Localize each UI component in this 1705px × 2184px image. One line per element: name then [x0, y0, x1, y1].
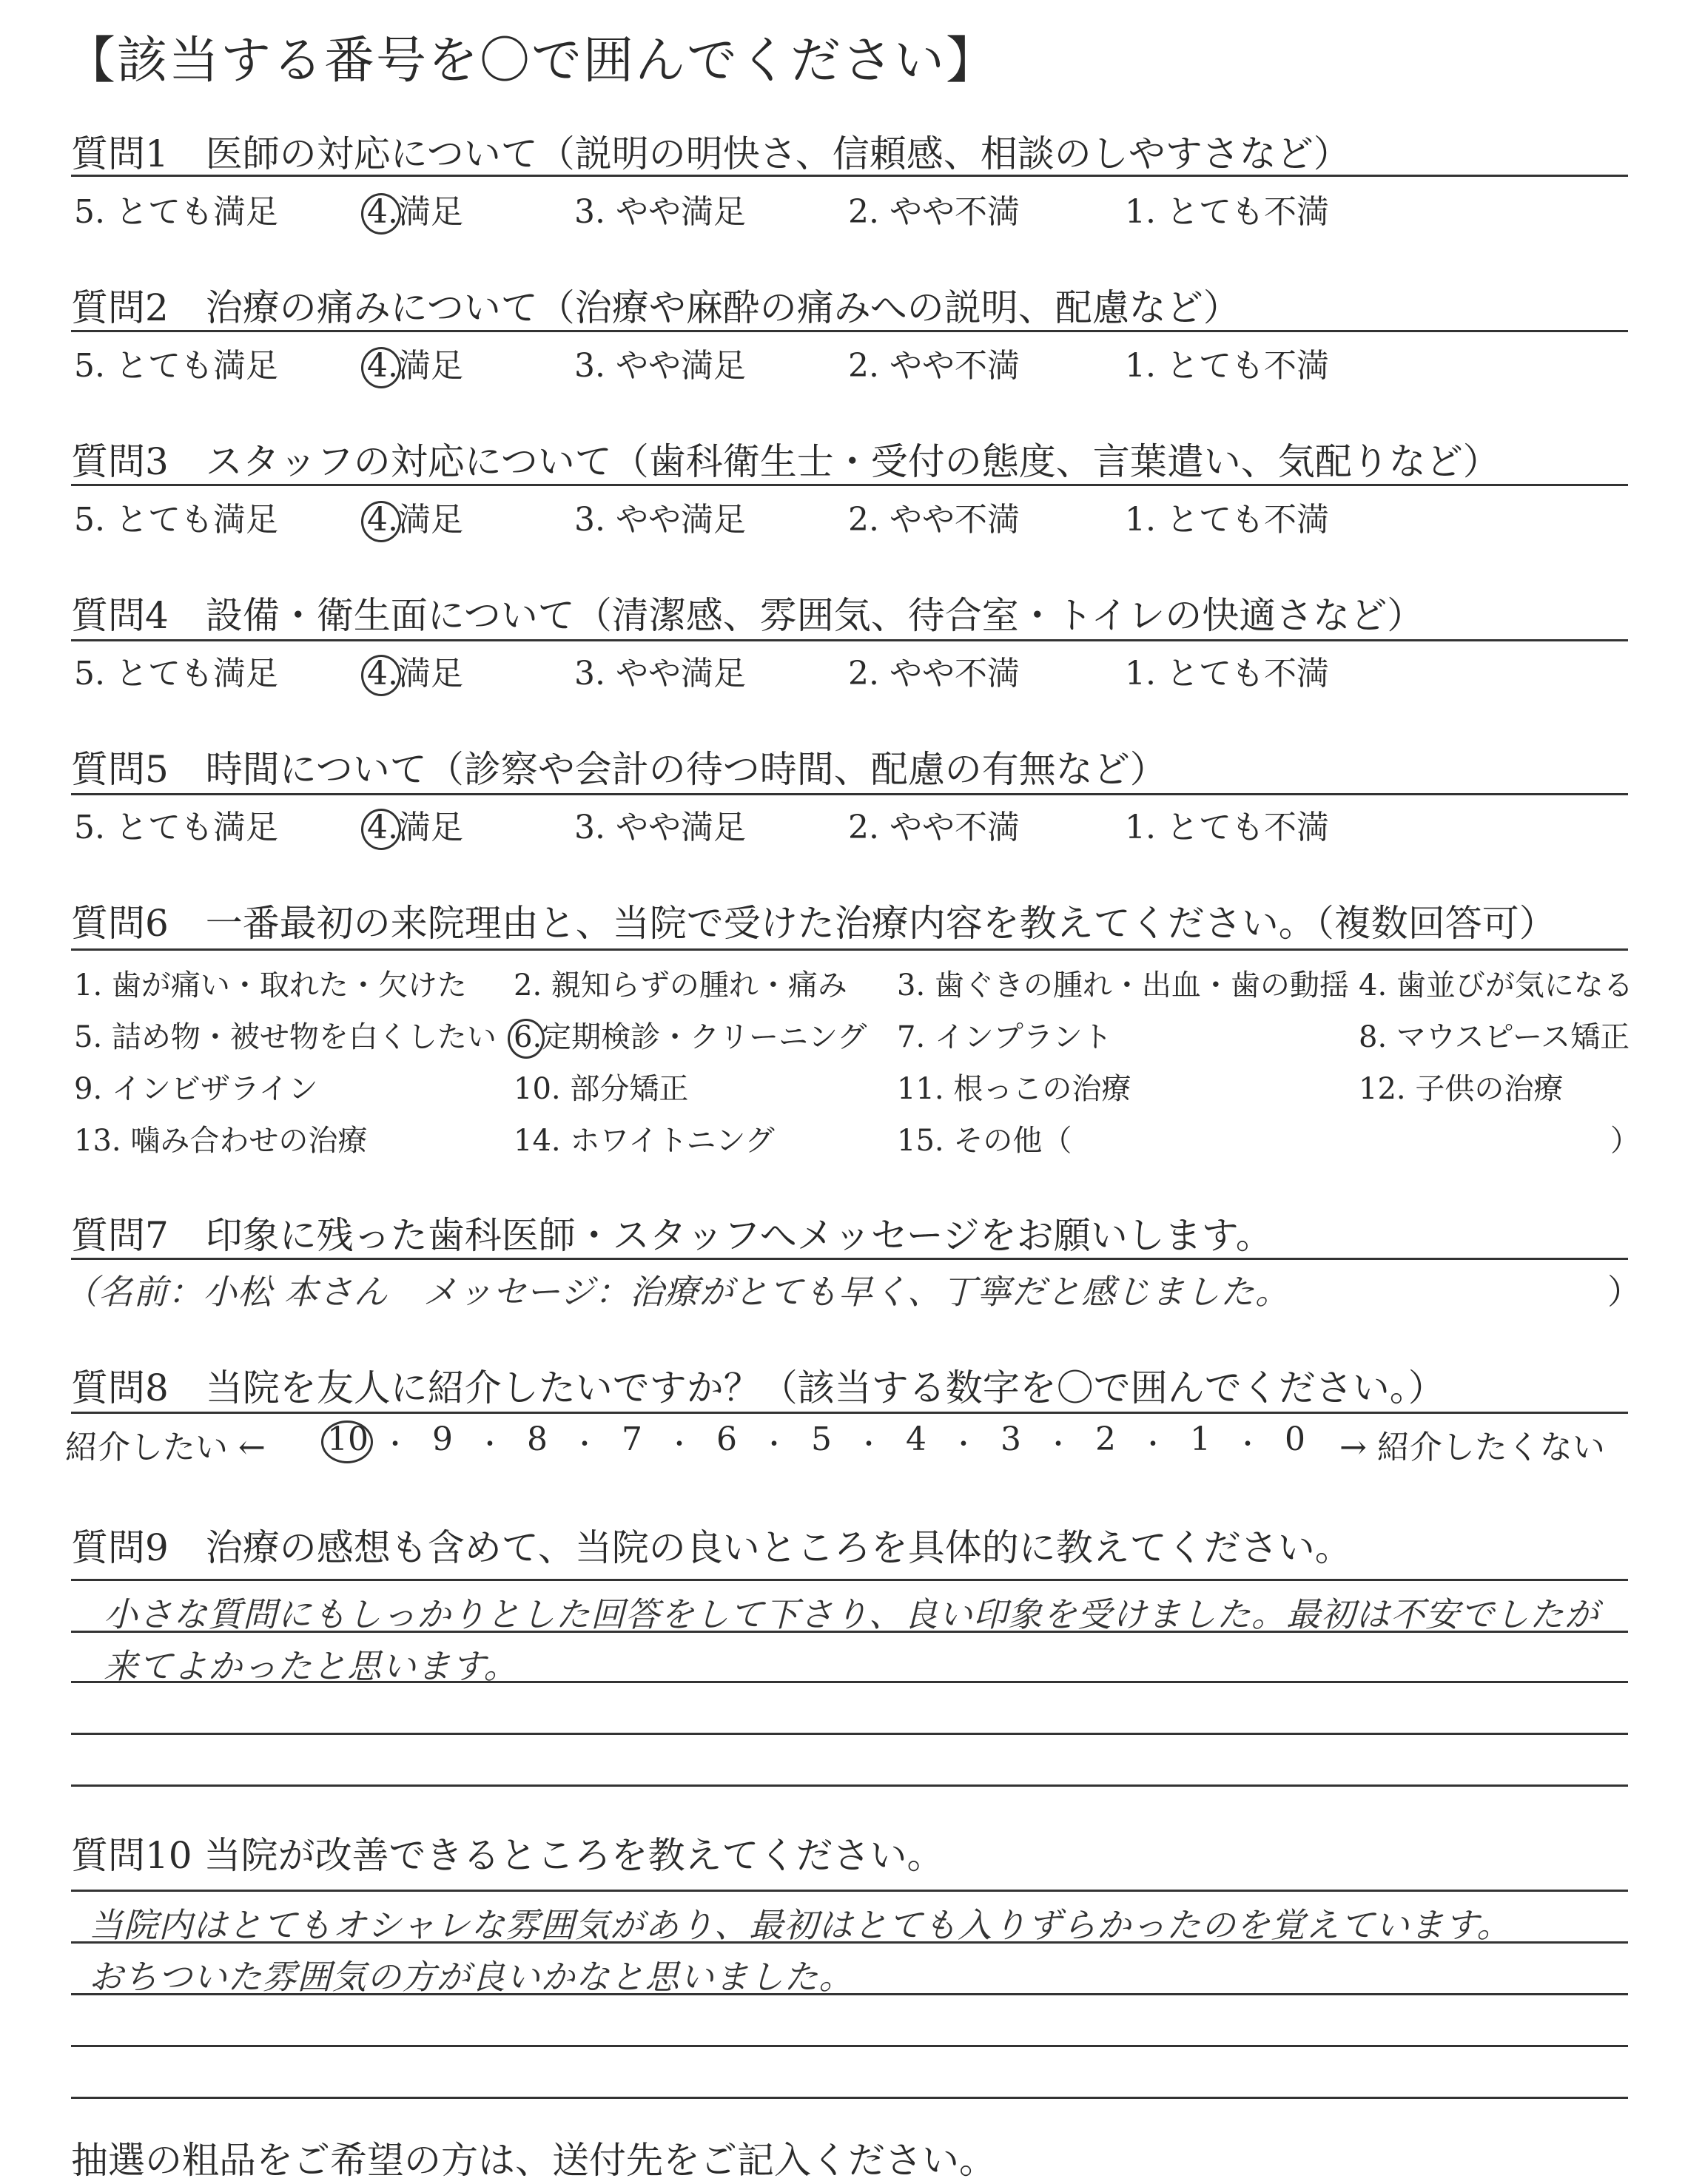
- q8-scale-2[interactable]: 2: [1095, 1420, 1116, 1458]
- q6-item-1[interactable]: 1. 歯が痛い・取れた・欠けた: [74, 968, 467, 1002]
- question-3-rule: [71, 484, 1628, 486]
- q3-option-4[interactable]: 4.満足: [367, 493, 463, 540]
- q8-scale-1[interactable]: 1: [1190, 1420, 1211, 1458]
- q1-option-2[interactable]: 2. やや不満: [848, 193, 1020, 231]
- question-6-rule: [71, 948, 1628, 951]
- selection-circle: [361, 193, 401, 235]
- question-10-title: 質問10 当院が改善できるところを教えてください。: [71, 1834, 944, 1877]
- q6-item-8[interactable]: 8. マウスピース矯正: [1359, 1020, 1630, 1054]
- q9-line-1: [71, 1579, 1628, 1581]
- q6-item-15[interactable]: 15. その他（: [897, 1124, 1072, 1158]
- question-2-rule: [71, 330, 1628, 332]
- q1-option-5[interactable]: 5. とても満足: [74, 193, 278, 231]
- q8-scale-separator: ・: [949, 1429, 977, 1460]
- q8-scale-8[interactable]: 8: [527, 1420, 548, 1458]
- q4-option-2[interactable]: 2. やや不満: [848, 655, 1020, 692]
- q6-other-close-paren: ）: [1610, 1124, 1640, 1158]
- q1-option-1[interactable]: 1. とても不満: [1125, 193, 1329, 231]
- q6-item-12[interactable]: 12. 子供の治療: [1359, 1072, 1564, 1106]
- question-7-rule: [71, 1258, 1628, 1260]
- q6-item-6[interactable]: 6.定期検診・クリーニング: [514, 1014, 867, 1056]
- q9-answer-line-1[interactable]: 小さな質問にもしっかりとした回答をして下さり、良い印象を受けました。最初は不安でしたが: [104, 1594, 1599, 1634]
- q5-option-4[interactable]: 4.満足: [367, 801, 463, 848]
- q9-line-4: [71, 1733, 1628, 1735]
- selection-circle: [361, 501, 401, 542]
- q2-option-1[interactable]: 1. とても不満: [1125, 347, 1329, 385]
- q3-option-2[interactable]: 2. やや不満: [848, 501, 1020, 539]
- page-title: 【該当する番号を〇で囲んでください】: [65, 32, 998, 90]
- q4-option-3[interactable]: 3. やや満足: [574, 655, 746, 692]
- question-1-rule: [71, 175, 1628, 177]
- q3-option-3[interactable]: 3. やや満足: [574, 501, 746, 539]
- q8-scale-separator: ・: [665, 1429, 693, 1460]
- q5-option-2[interactable]: 2. やや不満: [848, 809, 1020, 846]
- selection-circle: [361, 655, 401, 696]
- footer-note: 抽選の粗品をご希望の方は、送付先をご記入ください。: [71, 2139, 996, 2182]
- q8-scale-0[interactable]: 0: [1285, 1420, 1305, 1458]
- question-4-title: 質問4 設備・衛生面について（清潔感、雰囲気、待合室・トイレの快適さなど）: [71, 594, 1425, 637]
- q8-right-label: → 紹介したくない: [1339, 1429, 1605, 1466]
- q6-item-4[interactable]: 4. 歯並びが気になる: [1359, 968, 1633, 1002]
- q6-item-7[interactable]: 7. インプラント: [897, 1020, 1112, 1054]
- q10-line-5: [71, 2097, 1628, 2099]
- q8-scale-4[interactable]: 4: [906, 1420, 927, 1458]
- q8-scale-separator: ・: [476, 1429, 503, 1460]
- q8-scale-separator: ・: [571, 1429, 598, 1460]
- q4-option-5[interactable]: 5. とても満足: [74, 655, 278, 692]
- q4-option-4[interactable]: 4.満足: [367, 647, 463, 694]
- question-7-title: 質問7 印象に残った歯科医師・スタッフへメッセージをお願いします。: [71, 1214, 1273, 1257]
- q10-line-4: [71, 2045, 1628, 2047]
- question-3-title: 質問3 スタッフの対応について（歯科衛生士・受付の態度、言葉遣い、気配りなど）: [71, 440, 1500, 483]
- q5-option-5[interactable]: 5. とても満足: [74, 809, 278, 846]
- q8-scale-10[interactable]: 10: [326, 1420, 370, 1458]
- selection-circle: [361, 809, 401, 850]
- q2-option-3[interactable]: 3. やや満足: [574, 347, 746, 385]
- q10-line-1: [71, 1890, 1628, 1892]
- q1-option-4[interactable]: 4.満足: [367, 185, 463, 232]
- q6-item-9[interactable]: 9. インビザライン: [74, 1072, 318, 1106]
- q7-close-paren: ）: [1607, 1272, 1641, 1312]
- q6-item-2[interactable]: 2. 親知らずの腫れ・痛み: [514, 968, 847, 1002]
- q8-scale-separator: ・: [381, 1429, 408, 1460]
- q1-option-3[interactable]: 3. やや満足: [574, 193, 746, 231]
- q4-option-1[interactable]: 1. とても不満: [1125, 655, 1329, 692]
- q5-option-3[interactable]: 3. やや満足: [574, 809, 746, 846]
- q3-option-1[interactable]: 1. とても不満: [1125, 501, 1329, 539]
- q8-scale-separator: ・: [1234, 1429, 1261, 1460]
- question-6-title: 質問6 一番最初の来院理由と、当院で受けた治療内容を教えてください。（複数回答可）: [71, 902, 1556, 945]
- q6-item-5[interactable]: 5. 詰め物・被せ物を白くしたい: [74, 1020, 497, 1054]
- q2-option-5[interactable]: 5. とても満足: [74, 347, 278, 385]
- q8-scale-5[interactable]: 5: [811, 1420, 832, 1458]
- q10-answer-line-1[interactable]: 当院内はとてもオシャレな雰囲気があり、最初はとても入りずらかったのを覚えています。: [89, 1905, 1512, 1945]
- question-5-rule: [71, 793, 1628, 795]
- q8-scale-3[interactable]: 3: [1001, 1420, 1021, 1458]
- q8-scale-separator: ・: [760, 1429, 787, 1460]
- q8-scale-7[interactable]: 7: [622, 1420, 642, 1458]
- q6-item-11[interactable]: 11. 根っこの治療: [897, 1072, 1131, 1106]
- q8-left-label: 紹介したい ←: [65, 1429, 266, 1466]
- selection-circle: [361, 347, 401, 388]
- q3-option-5[interactable]: 5. とても満足: [74, 501, 278, 539]
- q9-answer-line-2[interactable]: 来てよかったと思います。: [104, 1646, 519, 1686]
- question-8-rule: [71, 1412, 1628, 1414]
- selection-circle: [321, 1420, 373, 1463]
- q7-message[interactable]: （名前：小松 本さん メッセージ：治療がとても早く、丁寧だと感じました。: [64, 1272, 1290, 1312]
- q2-option-4[interactable]: 4.満足: [367, 339, 463, 386]
- q6-item-3[interactable]: 3. 歯ぐきの腫れ・出血・歯の動揺: [897, 968, 1349, 1002]
- q8-scale-separator: ・: [855, 1429, 882, 1460]
- q5-option-1[interactable]: 1. とても不満: [1125, 809, 1329, 846]
- q6-item-14[interactable]: 14. ホワイトニング: [514, 1124, 775, 1158]
- q10-answer-line-2[interactable]: おちついた雰囲気の方が良いかなと思いました。: [89, 1957, 854, 1997]
- question-4-rule: [71, 639, 1628, 641]
- q8-scale-6[interactable]: 6: [716, 1420, 737, 1458]
- q2-option-2[interactable]: 2. やや不満: [848, 347, 1020, 385]
- q8-scale-9[interactable]: 9: [432, 1420, 453, 1458]
- q8-scale-separator: ・: [1044, 1429, 1072, 1460]
- q9-line-5: [71, 1784, 1628, 1787]
- q6-item-10[interactable]: 10. 部分矯正: [514, 1072, 689, 1106]
- question-2-title: 質問2 治療の痛みについて（治療や麻酔の痛みへの説明、配慮など）: [71, 286, 1240, 329]
- selection-circle: [508, 1019, 545, 1059]
- q8-scale-separator: ・: [1139, 1429, 1166, 1460]
- question-8-title: 質問8 当院を友人に紹介したいですか？（該当する数字を〇で囲んでください。）: [71, 1366, 1445, 1409]
- q6-item-13[interactable]: 13. 噛み合わせの治療: [74, 1124, 368, 1158]
- question-5-title: 質問5 時間について（診察や会計の待つ時間、配慮の有無など）: [71, 748, 1167, 791]
- question-9-title: 質問9 治療の感想も含めて、当院の良いところを具体的に教えてください。: [71, 1526, 1352, 1569]
- question-1-title: 質問1 医師の対応について（説明の明快さ、信頼感、相談のしやすさなど）: [71, 132, 1351, 175]
